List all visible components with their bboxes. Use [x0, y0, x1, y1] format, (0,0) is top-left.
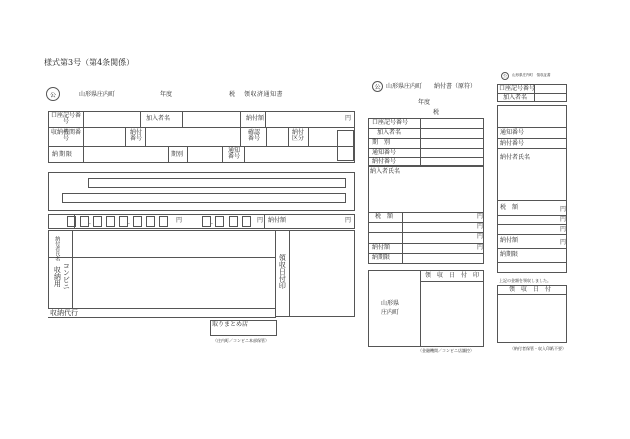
receipt-notice-number-label: 通知番号	[500, 129, 525, 136]
stub-account-label: 口座記号番号	[372, 119, 409, 126]
stub-deadline-label: 納期限	[372, 254, 391, 261]
notice-yen-1: 円	[345, 115, 352, 122]
receipt-received-note: 上記の金額を領収しました。	[499, 278, 551, 283]
stub-seal-icon: 公	[372, 81, 383, 92]
receipt-issuer: 山形県庄内町 領収証書	[512, 73, 551, 77]
stub-issuer: 山形県庄内町	[386, 83, 423, 90]
stub-notice-number-label: 通知番号	[372, 149, 397, 156]
payer-block	[48, 230, 276, 309]
notice-year: 年度	[160, 91, 173, 98]
notice-collection-agency-label: 収納機関番号	[51, 129, 82, 142]
stub-tax-amount-label: 税 額	[375, 213, 394, 220]
payer-name-label: 納付者氏名	[54, 236, 61, 261]
receipt-yen-1: 円	[560, 206, 567, 213]
amount-yen-2: 円	[257, 217, 264, 224]
public-seal-icon: 公	[46, 87, 60, 101]
receipt-seal-icon: 公	[503, 73, 507, 78]
collection-label: 収納用	[53, 266, 62, 287]
notice-title: 領収済通知書	[244, 91, 284, 98]
stub-receipt-stamp-label: 領 収 日 付 印	[425, 272, 480, 279]
receipt-tax-label: 税 額	[500, 204, 519, 211]
notice-subscriber-label: 加入者名	[146, 115, 171, 122]
amount-payment-label: 納付額	[268, 217, 287, 224]
stub-yen-2: 円	[477, 223, 484, 230]
receipt-note: （納付者保管・収入印紙不要）	[510, 346, 566, 351]
stub-yen-3: 円	[477, 233, 484, 240]
stub-payment-number-label: 納付番号	[372, 158, 397, 165]
receipt-account-label: 口座記号番号	[499, 85, 536, 92]
notice-issuer: 山形県庄内町	[79, 91, 116, 98]
stub-subscriber-label: 加入者名	[377, 129, 402, 136]
stub-title: 納付書（原符）	[434, 83, 477, 90]
receipt-yen-2: 円	[560, 216, 567, 223]
amount-yen-3: 円	[345, 217, 352, 224]
notice-stamp-slot	[337, 130, 354, 161]
receipt-yen-4: 円	[560, 239, 567, 246]
receipt-yen-3: 円	[560, 226, 567, 233]
amount-yen-1: 円	[176, 217, 183, 224]
receipt-payment-amount-label: 納付額	[500, 237, 519, 244]
notice-period-label: 期別	[171, 151, 184, 158]
summary-shop-note: （庄内町／コンビニ本部保管）	[213, 338, 269, 343]
stub-tax: 税	[433, 109, 440, 116]
summary-shop-label: 取りまとめ店	[212, 321, 249, 328]
stub-payment-amount-label: 納付額	[372, 244, 391, 251]
form-number: 様式第3号（第4条関係）	[44, 58, 135, 67]
notice-deadline-label: 納期限	[52, 151, 74, 158]
notice-account-label: 口座記号番号	[51, 112, 82, 125]
convenience-label: コンビニ	[62, 262, 71, 290]
agency-label: 収納代行	[50, 309, 78, 317]
notice-notice-number-label: 通知番号	[227, 147, 240, 160]
stub-period-label: 期 別	[372, 139, 391, 146]
receipt-payer-name-label: 納付者氏名	[500, 154, 531, 161]
receipt-stamp-label: 領収日付印	[278, 254, 287, 289]
notice-tax: 税	[229, 91, 236, 98]
receipt-deadline-label: 納期限	[500, 251, 519, 258]
stub-yen-1: 円	[477, 213, 484, 220]
barcode-strip-2	[62, 193, 346, 203]
stub-year: 年度	[418, 99, 431, 106]
notice-payment-category-label: 納付区分	[291, 129, 304, 142]
receipt-subscriber-label: 加入者名	[503, 94, 528, 101]
notice-confirmation-label: 確認番号	[247, 129, 260, 142]
receipt-stamp-label: 領 収 日 付	[509, 286, 552, 293]
notice-payment-amount-label: 納付額	[246, 115, 265, 122]
stub-municipality-1: 山形県	[381, 300, 400, 307]
barcode-strip-1	[88, 178, 346, 188]
stub-note: （金融機関／コンビニ店舗控）	[418, 348, 474, 353]
stub-municipality-2: 庄内町	[381, 309, 400, 316]
receipt-payment-number-label: 納付番号	[500, 140, 525, 147]
stub-yen-4: 円	[477, 244, 484, 251]
notice-payment-number-label: 納付番号	[129, 129, 142, 142]
stub-payer-name-label: 納入者氏名	[370, 168, 401, 175]
